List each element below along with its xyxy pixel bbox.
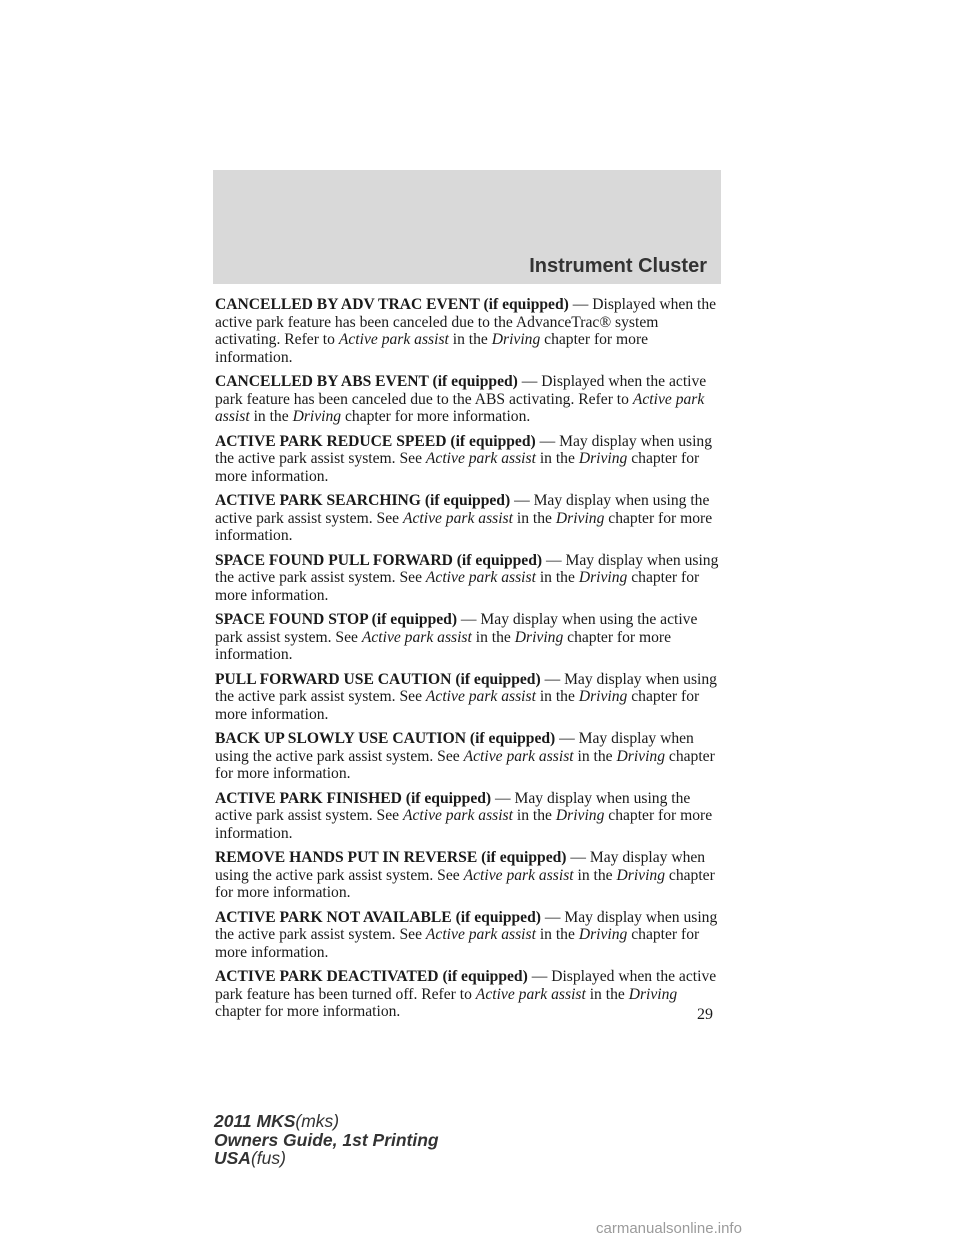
footer-line-model: 2011 MKS(mks) [214,1111,340,1131]
cross-reference: Active park assist [402,807,513,824]
section-title: Instrument Cluster [529,255,707,277]
cross-reference: Active park assist [338,331,449,348]
message-term: ACTIVE PARK FINISHED (if equipped) [215,789,492,807]
message-entry: CANCELLED BY ABS EVENT (if equipped) — Displayed when the active park feature has been canceled due to the ABS activating. Refer to Active park assist in the Driving chapter for more information. [215,373,707,425]
message-term: CANCELLED BY ADV TRAC EVENT (if equipped) [215,296,569,313]
message-term: ACTIVE PARK NOT AVAILABLE (if equipped) [215,908,541,926]
chapter-reference: Driving [491,331,541,348]
message-entry: SPACE FOUND STOP (if equipped) — May display when using the active park assist system. See Active park assist in the Driving chapter for more information. [215,611,698,663]
message-term: ACTIVE PARK SEARCHING (if equipped) [215,492,511,509]
message-term: ACTIVE PARK REDUCE SPEED (if equipped) [215,432,536,450]
footer-line-region: USA(fus) [214,1148,286,1168]
chapter-reference: Driving [555,807,605,824]
cross-reference: Active park assist [425,450,536,467]
chapter-reference: Driving [578,688,628,705]
message-entry: ACTIVE PARK DEACTIVATED (if equipped) — Displayed when the active park feature has been turned off. Refer to Active park assist in the Driving chapter for more information. [215,968,717,1020]
message-entry: CANCELLED BY ADV TRAC EVENT (if equipped) — Displayed when the active park feature has been canceled due to the AdvanceTrac® system activating. Refer to Active park assist in the Driving chapter for more information. [215,296,717,366]
message-list [215,296,723,1028]
chapter-reference: Driving [616,747,666,765]
chapter-reference: Driving [555,509,605,527]
chapter-reference: Driving [514,628,564,646]
footer-line-edition: Owners Guide, 1st Printing [214,1129,439,1150]
message-term: BACK UP SLOWLY USE CAUTION (if equipped) [215,730,556,747]
cross-reference: Active park assist [463,747,574,765]
message-entry: SPACE FOUND PULL FORWARD (if equipped) — May display when using the active park assist system. See Active park assist in the Driving chapter for more information. [215,551,719,604]
cross-reference: Active park assist [463,866,574,884]
cross-reference: Active park assist [425,926,536,943]
message-entry: ACTIVE PARK SEARCHING (if equipped) — May display when using the active park assist system. See Active park assist in the Driving chapter for more information. [215,492,713,544]
chapter-reference: Driving [578,450,628,467]
cross-reference: Active park assist [425,569,536,586]
print-footer [214,1112,439,1168]
message-entry: REMOVE HANDS PUT IN REVERSE (if equipped) — May display when using the active park assist system. See Active park assist in the Driving chapter for more information. [215,849,715,901]
section-header [213,170,721,284]
chapter-reference: Driving [616,866,666,884]
cross-reference: Active park assist [215,390,705,425]
message-entry: ACTIVE PARK REDUCE SPEED (if equipped) — May display when using the active park assist system. See Active park assist in the Driving chapter for more information. [215,432,713,485]
chapter-reference: Driving [628,985,678,1003]
message-term: SPACE FOUND STOP (if equipped) [215,611,458,628]
message-entry: ACTIVE PARK NOT AVAILABLE (if equipped) — May display when using the active park assist system. See Active park assist in the Driving chapter for more information. [215,908,718,961]
message-term: REMOVE HANDS PUT IN REVERSE (if equipped) [215,849,567,866]
message-term: SPACE FOUND PULL FORWARD (if equipped) [215,551,543,569]
message-entry: PULL FORWARD USE CAUTION (if equipped) — May display when using the active park assist system. See Active park assist in the Driving chapter for more information. [215,670,717,723]
cross-reference: Active park assist [402,509,513,527]
message-term: ACTIVE PARK DEACTIVATED (if equipped) [215,968,528,985]
chapter-reference: Driving [578,926,628,943]
message-term: CANCELLED BY ABS EVENT (if equipped) [215,373,518,390]
cross-reference: Active park assist [475,985,586,1003]
message-term: PULL FORWARD USE CAUTION (if equipped) [215,670,541,688]
cross-reference: Active park assist [361,628,472,646]
message-entry: BACK UP SLOWLY USE CAUTION (if equipped) — May display when using the active park assist system. See Active park assist in the Driving chapter for more information. [215,730,715,782]
page-number: 29 [697,1006,713,1023]
watermark-link[interactable]: carmanualsonline.info [596,1220,742,1237]
message-entry: ACTIVE PARK FINISHED (if equipped) — May display when using the active park assist system. See Active park assist in the Driving chapter for more information. [215,789,713,842]
chapter-reference: Driving [292,408,342,425]
cross-reference: Active park assist [425,688,536,705]
chapter-reference: Driving [578,569,628,586]
